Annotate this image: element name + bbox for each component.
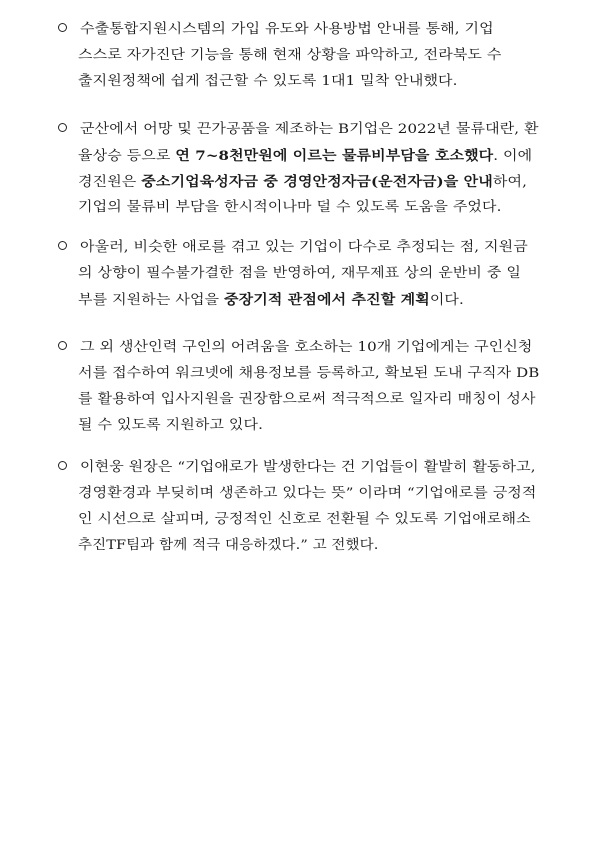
paragraph-2	[58, 120, 548, 224]
text-line	[78, 146, 532, 166]
circle-bullet-icon	[58, 461, 67, 470]
paragraph-5	[58, 458, 548, 562]
text-line	[78, 416, 263, 436]
emphasized-text: 중소기업육성자금 중 경영안정자금(운전자금)을 안내	[141, 174, 493, 190]
text-line	[80, 458, 536, 478]
text-line	[80, 20, 494, 40]
text-run: 이현웅 원장은 “기업애로가 발생한다는 건 기업들이 활발히 활동하고,	[80, 460, 536, 475]
emphasized-text: 중장기적 관점에서 추진할 계획	[224, 292, 430, 308]
text-run: 추진TF팀과 함께 적극 대응하겠다.” 고 전했다.	[78, 538, 379, 553]
text-line	[78, 72, 458, 92]
text-run: 그 외 생산인력 구인의 어려움을 호소하는 10개 기업에게는 구인신청	[80, 340, 533, 355]
text-run: 스스로 자가진단 기능을 통해 현재 상황을 파악하고, 전라북도 수	[78, 48, 502, 63]
text-line	[78, 484, 537, 504]
paragraph-3	[58, 238, 548, 316]
text-line	[80, 338, 533, 358]
text-run: 하여,	[492, 175, 527, 190]
text-line	[80, 120, 539, 140]
text-line	[78, 46, 502, 66]
text-run: 기업의 물류비 부담을 한시적이나마 덜 수 있도록 도움을 주었다.	[78, 200, 502, 215]
text-line	[78, 198, 502, 218]
text-run: 를 활용하여 입사지원을 권장함으로써 적극적으로 일자리 매칭이 성사	[78, 392, 536, 407]
text-line	[78, 536, 379, 556]
text-line	[78, 172, 527, 192]
paragraph-4	[58, 338, 548, 442]
text-run: 아울러, 비슷한 애로를 겪고 있는 기업이 다수로 추정되는 점, 지원금	[80, 240, 528, 255]
text-run: 이다.	[429, 293, 464, 308]
text-run: 경영환경과 부딪히며 생존하고 있다는 뜻” 이라며 “기업애로를 긍정적	[78, 486, 537, 501]
emphasized-text: 연 7~8천만원에 이르는 물류비부담을 호소했다	[175, 148, 494, 164]
text-run: 군산에서 어망 및 끈가공품을 제조하는 B기업은 2022년 물류대란, 환	[80, 122, 539, 137]
circle-bullet-icon	[58, 241, 67, 250]
text-line	[78, 290, 464, 310]
text-run: 출지원정책에 쉽게 접근할 수 있도록 1대1 밀착 안내했다.	[78, 74, 458, 89]
circle-bullet-icon	[58, 123, 67, 132]
text-run: 부를 지원하는 사업을	[78, 293, 225, 308]
text-run: 인 시선으로 살피며, 긍정적인 신호로 전환될 수 있도록 기업애로해소	[78, 512, 531, 527]
paragraph-1	[58, 20, 548, 98]
text-run: 될 수 있도록 지원하고 있다.	[78, 418, 263, 433]
text-run: 수출통합지원시스템의 가입 유도와 사용방법 안내를 통해, 기업	[80, 22, 494, 37]
circle-bullet-icon	[58, 23, 67, 32]
text-line	[78, 510, 531, 530]
text-line	[78, 390, 536, 410]
text-run: 경진원은	[78, 175, 142, 190]
text-run: 의 상향이 필수불가결한 점을 반영하여, 재무제표 상의 운반비 중 일	[78, 266, 521, 281]
text-run: . 이에	[493, 149, 533, 164]
text-line	[78, 264, 521, 284]
circle-bullet-icon	[58, 341, 67, 350]
text-run: 서를 접수하여 워크넷에 채용정보를 등록하고, 확보된 도내 구직자 DB	[78, 366, 540, 381]
text-line	[78, 364, 539, 384]
text-run: 율상승 등으로	[78, 149, 176, 164]
text-line	[80, 238, 528, 258]
